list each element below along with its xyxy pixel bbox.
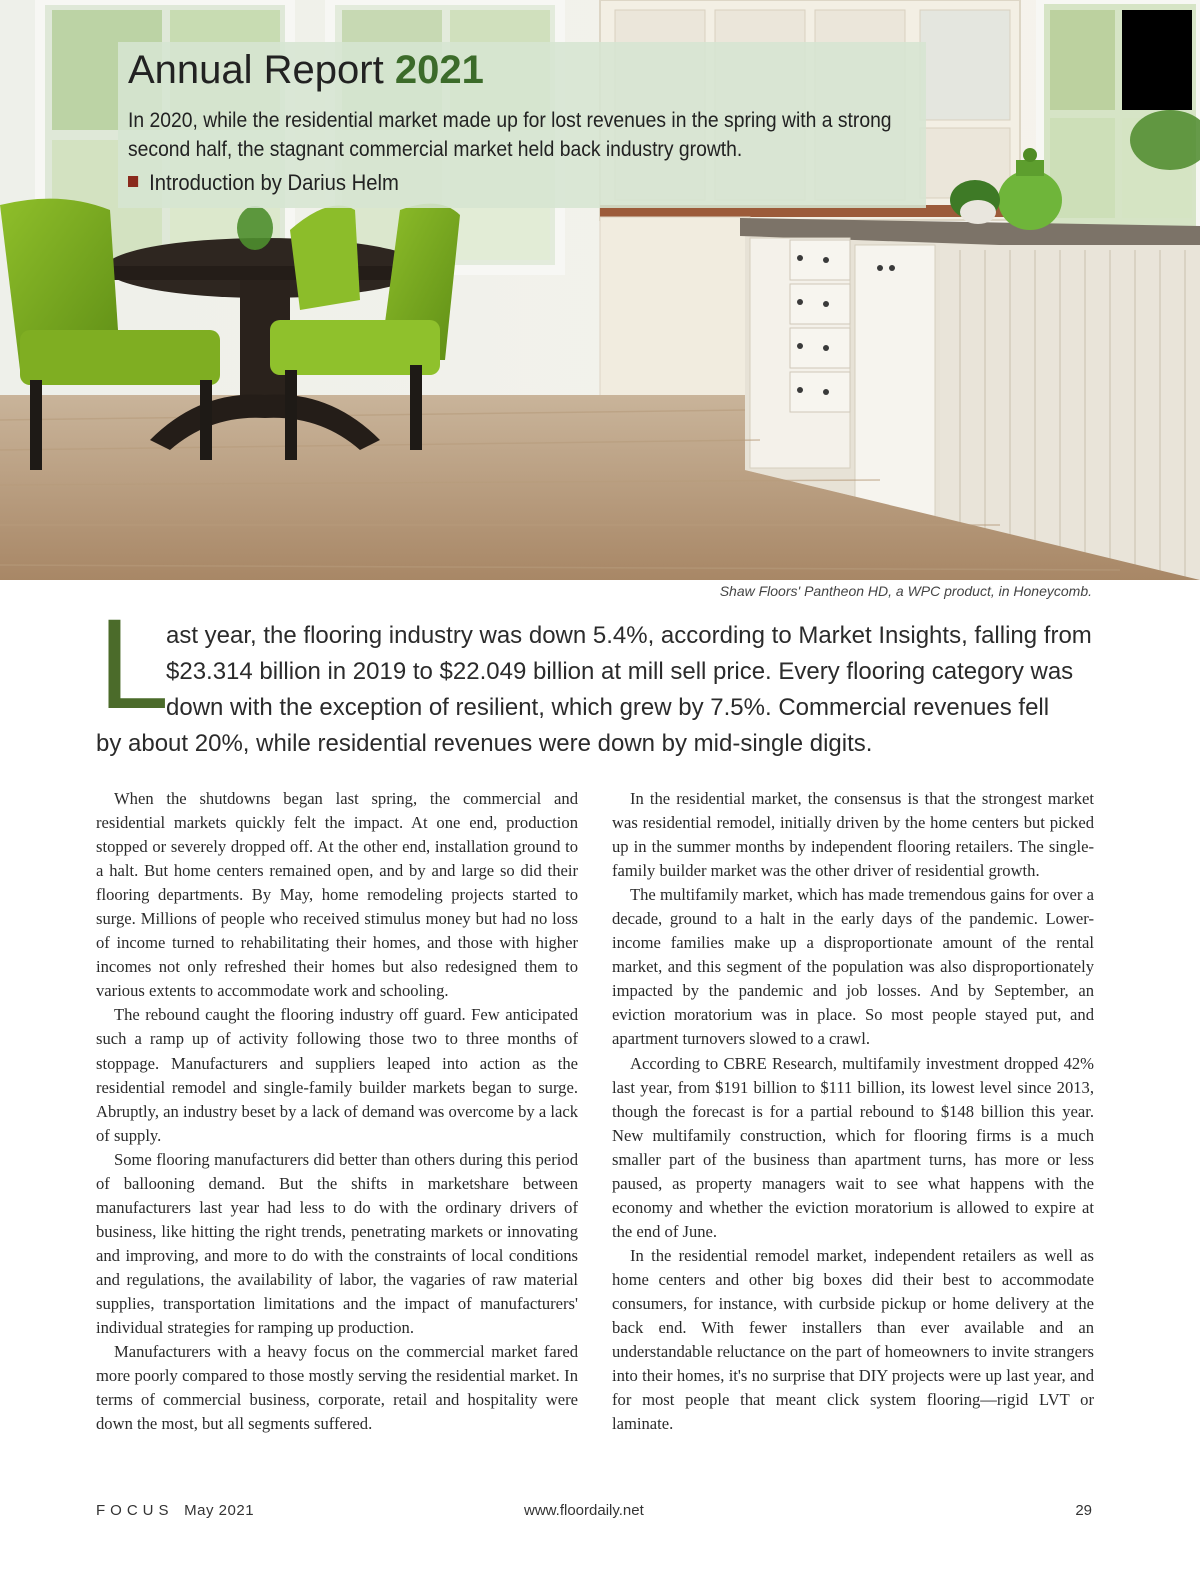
lead-line: down with the exception of resilient, which grew by 7.5%. Commercial revenues fell (166, 694, 1050, 721)
title-overlay (118, 42, 926, 208)
page-number: 29 (1075, 1502, 1092, 1519)
lead-line: $23.314 billion in 2019 to $22.049 billion at mill sell price. Every flooring category was (166, 658, 1074, 685)
title-year: 2021 (394, 48, 484, 92)
body-paragraph: The rebound caught the flooring industry off guard. Few anticipated such a ramp up of activity following those two to three months of stoppage. Manufacturers and suppliers leaped into action as the residential remodel and single-family builder markets began to surge. Abruptly, an industry beset by a lack of demand was overcome by a lack of supply. (96, 1005, 578, 1145)
body-column-left (96, 787, 578, 1436)
body-paragraph: When the shutdowns began last spring, the commercial and residential markets quickly felt the impact. At one end, production stopped or severely dropped off. At the other end, installation ground to a halt. But home centers remained open, and by and large so did their flooring departments. By May, home remodeling projects started to surge. Millions of people who received stimulus money but had no loss of income turned to rehabilitating their homes, and those with higher incomes not only refreshed their homes but also redesigned them to various extents to accommodate work and schooling. (96, 789, 578, 1001)
body-paragraph: Manufacturers with a heavy focus on the commercial market fared more poorly compared to those mostly serving the residential market. In terms of commercial business, corporate, retail and hospitality were down the most, but all segments suffered. (96, 1342, 578, 1434)
square-bullet-icon (128, 176, 138, 187)
title-text: Annual Report (128, 48, 384, 92)
footer-website[interactable]: www.floordaily.net (524, 1502, 644, 1519)
byline (128, 170, 399, 196)
body-paragraph: In the residential remodel market, independent retailers as well as home centers and other big boxes did their best to accommodate consumers, for instance, with curbside pickup or home delivery at the back end. With fewer installers than ever available and an understandable reluctance on the part of homeowners to invite strangers into their homes, it's no surprise that DIY projects were up last year, and for most people that meant click system flooring—rigid LVT or laminate. (612, 1245, 1094, 1434)
body-paragraph: Some flooring manufacturers did better than others during this period of ballooning demand. But the shifts in marketshare between manufacturers last year had less to do with the ordinary drivers of business, like hitting the right trends, penetrating markets or innovating and improving, and more to do with the constraints of local conditions and regulations, the availability of labor, the vagaries of raw material supplies, transportation limitations and the impact of manufacturers' individual strategies for ramping up production. (96, 1149, 578, 1338)
page-title (128, 48, 484, 93)
issue-date: May 2021 (184, 1502, 255, 1519)
byline-text: Introduction by Darius Helm (149, 170, 399, 195)
body-paragraph: The multifamily market, which has made tremendous gains for over a decade, ground to a halt in the early days of the pandemic. Lower-income families make up a disproportionate amount of the rental market, and this segment of the population was also disproportionately impacted by the pandemic and job losses. And by September, an eviction moratorium was in place. So most people stayed put, and apartment turnovers slowed to a crawl. (612, 885, 1094, 1049)
lead-line: ast year, the flooring industry was down 5.4%, according to Market Insights, falling from (166, 622, 1092, 649)
lead-paragraph (96, 618, 1092, 762)
deck-text: In 2020, while the residential market made up for lost revenues in the spring with a strong second half, the stagnant commercial market held back industry growth. (128, 109, 892, 161)
body-paragraph: According to CBRE Research, multifamily investment dropped 42% last year, from $191 billion to $111 billion, its lowest level since 2013, though the forecast is for a partial rebound to $148 billion this year. New multifamily construction, which for flooring firms is a much smaller part of the business than apartment turns, has more or less paused, as property managers wait to see what happens with the economy and whether the eviction moratorium is allowed to expire at the end of June. (612, 1053, 1094, 1241)
lead-line: by about 20%, while residential revenues were down by mid-single digits. (96, 730, 873, 757)
photo-caption: Shaw Floors' Pantheon HD, a WPC product, in Honeycomb. (719, 583, 1092, 599)
publication-name: FOCUS (96, 1502, 174, 1519)
drop-cap: L (98, 593, 170, 736)
footer-publication (96, 1502, 254, 1519)
body-paragraph: In the residential market, the consensus is that the strongest market was residential remodel, initially driven by the home centers but picked up in the summer months by independent flooring retailers. The single-family builder market was the other driver of residential growth. (612, 789, 1094, 881)
body-column-right (612, 787, 1094, 1436)
window-right (1040, 0, 1200, 230)
